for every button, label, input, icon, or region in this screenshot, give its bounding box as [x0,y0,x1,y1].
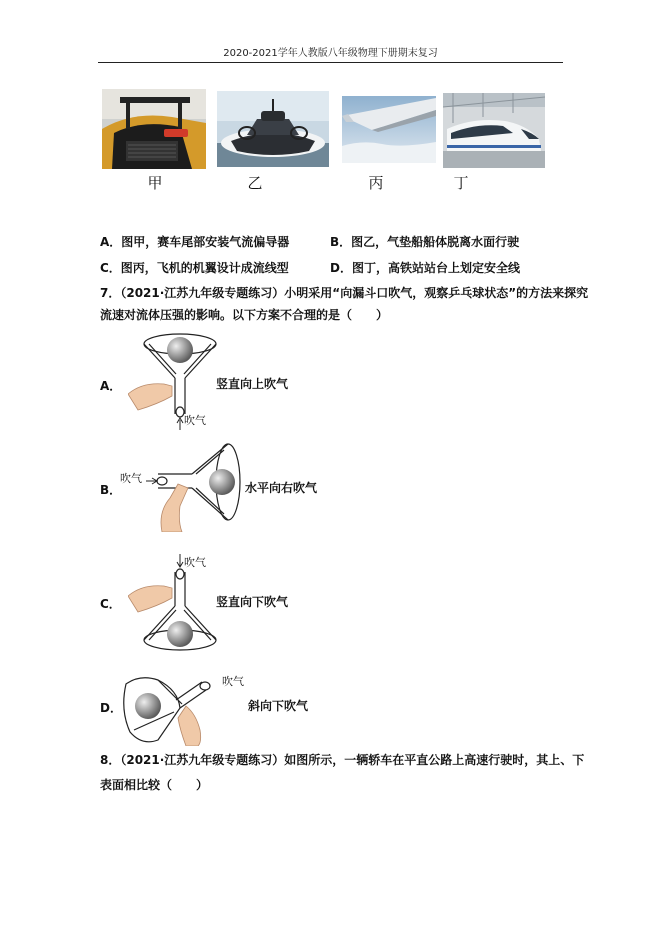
q7-stem-line1: 7．（2021·江苏九年级专题练习）小明采用“向漏斗口吹气，观察乒乓球状态”的方法来探究 [100,286,589,300]
q7-option-b-letter: B． [100,483,122,497]
q7-option-a-text: 竖直向上吹气 [216,377,289,391]
photo-hovercraft [217,91,329,167]
photo-high-speed-train [443,93,545,168]
q7-option-a-letter: A． [100,379,122,393]
q6-option-b: B．图乙，气垫船船体脱离水面行驶 [330,235,520,249]
q7-option-d-text: 斜向下吹气 [248,699,309,713]
q7-option-d-blow-label: 吹气 [222,675,244,688]
q7-option-b-blow-label: 吹气 [120,472,142,485]
q7-option-c-letter: C． [100,597,121,611]
header-rule [98,62,563,63]
q6-option-a: A．图甲，赛车尾部安装气流偏导器 [100,235,290,249]
q7-option-c-text: 竖直向下吹气 [216,595,289,609]
funnel-diagram-diagonal [118,670,224,746]
q8-stem-line1: 8．（2021·江苏九年级专题练习）如图所示，一辆轿车在平直公路上高速行驶时，其上、下 [100,753,585,767]
q8-stem-line2: 表面相比较（ ） [100,778,209,792]
q7-option-a-blow-label: 吹气 [184,414,206,427]
caption-jia: 甲 [147,174,163,192]
caption-bing: 丙 [368,174,384,192]
caption-yi: 乙 [247,174,263,192]
photo-airplane-wing [342,96,436,163]
q7-option-d-letter: D． [100,701,122,715]
page-header: 2020-2021学年人教版八年级物理下册期末复习 [223,48,438,59]
q7-option-b-text: 水平向右吹气 [245,481,318,495]
q7-stem-line2: 流速对流体压强的影响。以下方案不合理的是（ ） [100,308,389,322]
q6-option-c: C．图丙，飞机的机翼设计成流线型 [100,261,289,275]
photo-race-car [102,89,206,169]
q7-option-c-blow-label: 吹气 [184,556,206,569]
caption-ding: 丁 [453,174,469,192]
q6-option-d: D．图丁，高铁站站台上划定安全线 [330,261,520,275]
